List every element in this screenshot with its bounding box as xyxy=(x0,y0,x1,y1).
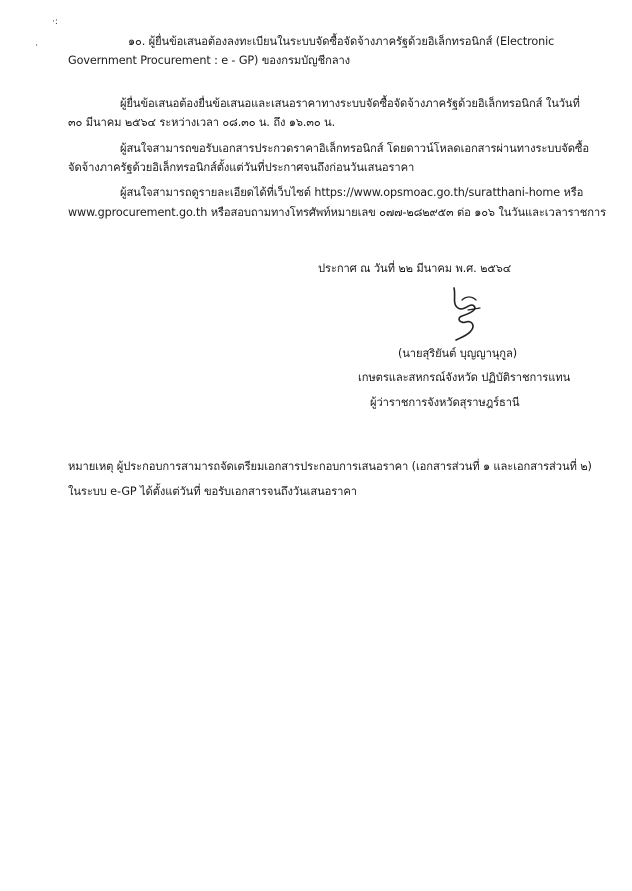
scan-specks: ·: xyxy=(52,17,58,27)
section-10-heading-line1: ๑๐. ผู้ยื่นข้อเสนอต้องลงทะเบียนในระบบจัดซื้อจัดจ้างภาครัฐด้วยอิเล็กทรอนิกส์ (Electronic xyxy=(128,35,555,48)
paragraph-3-line2: www.gprocurement.go.th หรือสอบถามทางโทรศัพท์หมายเลข ๐๗๗-๒๘๒๙๕๓ ต่อ ๑๐๖ ในวันและเวลาราชการ xyxy=(68,206,606,219)
paragraph-3-line1: ผู้สนใจสามารถดูรายละเอียดได้ที่เว็บไซต์ https://www.opsmoac.go.th/suratthani-home หรือ xyxy=(120,186,584,199)
announcement-date: ประกาศ ณ วันที่ ๒๒ มีนาคม พ.ศ. ๒๕๖๔ xyxy=(318,262,512,275)
signatory-name: (นายสุริยันต์ บุญญานุกูล) xyxy=(398,347,518,360)
section-10-heading-line2: Government Procurement : e - GP) ของกรมบัญชีกลาง xyxy=(68,54,351,67)
signatory-office: ผู้ว่าราชการจังหวัดสุราษฎร์ธานี xyxy=(370,396,520,409)
paragraph-1-line2: ๓๐ มีนาคม ๒๕๖๔ ระหว่างเวลา ๐๘.๓๐ น. ถึง ๑๖.๓๐ น. xyxy=(68,116,336,129)
signature-image xyxy=(440,282,490,344)
scan-specks: · xyxy=(35,41,38,51)
paragraph-1-line1: ผู้ยื่นข้อเสนอต้องยื่นข้อเสนอและเสนอราคาทางระบบจัดซื้อจัดจ้างภาครัฐด้วยอิเล็กทรอนิกส์ ในวันที่ xyxy=(120,97,580,110)
paragraph-2-line1: ผู้สนใจสามารถขอรับเอกสารประกวดราคาอิเล็กทรอนิกส์ โดยดาวน์โหลดเอกสารผ่านทางระบบจัดซื้อ xyxy=(120,142,589,155)
remark-line1: หมายเหตุ ผู้ประกอบการสามารถจัดเตรียมเอกสารประกอบการเสนอราคา (เอกสารส่วนที่ ๑ และเอกสารส่วนที่ ๒) xyxy=(68,460,592,473)
remark-line2: ในระบบ e-GP ได้ตั้งแต่วันที่ ขอรับเอกสารจนถึงวันเสนอราคา xyxy=(68,485,357,498)
signatory-position: เกษตรและสหกรณ์จังหวัด ปฏิบัติราชการแทน xyxy=(358,371,571,384)
paragraph-2-line2: จัดจ้างภาครัฐด้วยอิเล็กทรอนิกส์ตั้งแต่วันที่ประกาศจนถึงก่อนวันเสนอราคา xyxy=(68,161,415,174)
